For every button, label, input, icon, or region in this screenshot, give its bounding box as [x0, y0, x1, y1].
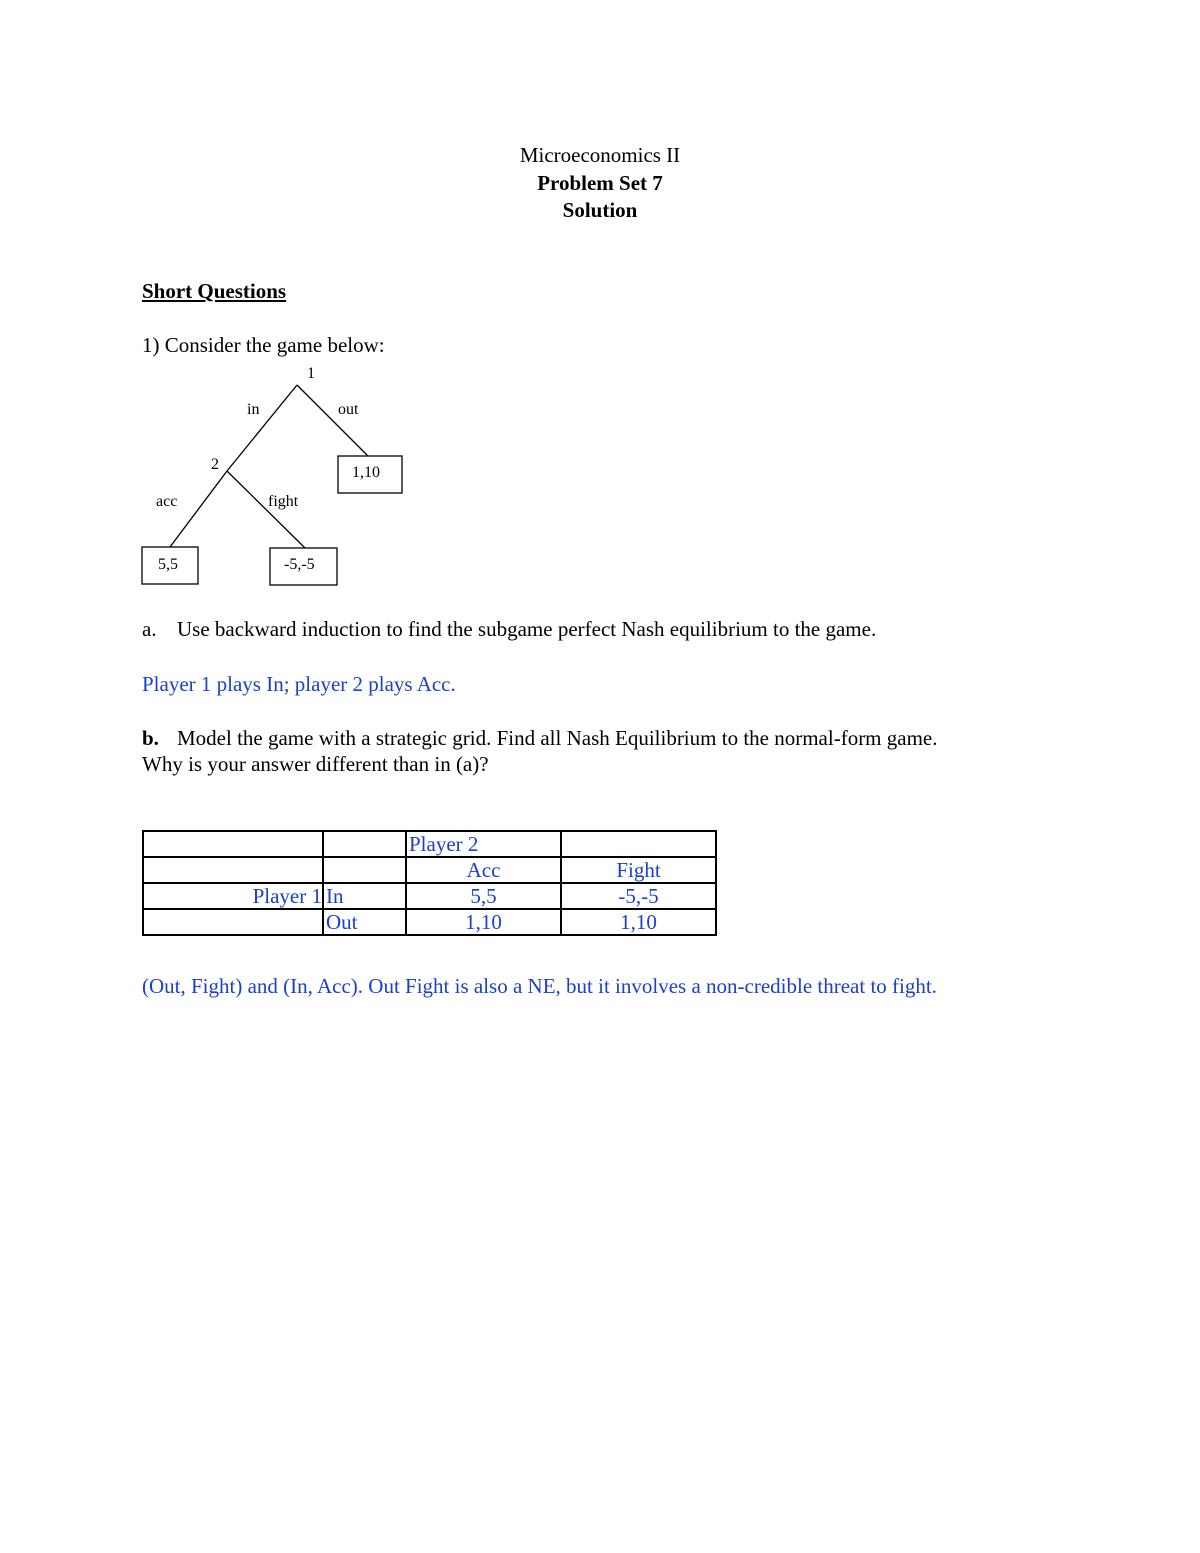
part-a-answer: Player 1 plays In; player 2 plays Acc. [142, 672, 456, 696]
player-2-label: Player 2 [406, 831, 561, 857]
grid-cell-empty [143, 831, 323, 857]
part-b-question: Model the game with a strategic grid. Find all Nash Equilibrium to the normal-form game. [177, 726, 938, 750]
grid-cell-empty [143, 909, 323, 935]
part-b-question-line2: Why is your answer different than in (a)? [142, 752, 489, 776]
grid-row-out [143, 909, 716, 935]
grid-row-player2 [143, 831, 716, 857]
part-b-answer: (Out, Fight) and (In, Acc). Out Fight is also a NE, but it involves a non-credible threat to fight. [142, 974, 937, 998]
cell-out-fight: 1,10 [561, 909, 716, 935]
part-a-question: Use backward induction to find the subgame perfect Nash equilibrium to the game. [177, 617, 877, 641]
row-label-in: In [323, 883, 406, 909]
branch-in [227, 385, 297, 471]
part-b-marker: b. [142, 726, 159, 750]
grid-cell-empty [323, 857, 406, 883]
node-1-label: 1 [307, 365, 315, 382]
question-1-prompt: 1) Consider the game below: [142, 333, 385, 357]
payoff-out: 1,10 [352, 464, 380, 481]
branch-acc-label: acc [156, 493, 178, 510]
player-1-label: Player 1 [143, 883, 323, 909]
grid-row-headers [143, 857, 716, 883]
grid-row-in [143, 883, 716, 909]
row-label-out: Out [323, 909, 406, 935]
branch-acc [170, 471, 227, 547]
grid-cell-empty [561, 831, 716, 857]
payoff-acc: 5,5 [158, 556, 178, 573]
branch-in-label: in [247, 401, 260, 418]
branch-out-label: out [338, 401, 359, 418]
branch-out [297, 385, 368, 456]
grid-cell-empty [323, 831, 406, 857]
cell-in-acc: 5,5 [406, 883, 561, 909]
col-header-fight: Fight [561, 857, 716, 883]
col-header-acc: Acc [406, 857, 561, 883]
grid-cell-empty [143, 857, 323, 883]
branch-fight-label: fight [268, 493, 299, 510]
cell-out-acc: 1,10 [406, 909, 561, 935]
cell-in-fight: -5,-5 [561, 883, 716, 909]
solution-subtitle: Solution [562, 198, 638, 222]
strategic-grid [142, 830, 717, 936]
course-title: Microeconomics II [519, 143, 681, 167]
section-heading: Short Questions [142, 279, 287, 303]
node-2-label: 2 [211, 456, 219, 473]
payoff-fight: -5,-5 [284, 556, 315, 573]
part-a-marker: a. [142, 617, 157, 641]
game-tree-diagram [0, 0, 1200, 620]
problem-set-title: Problem Set 7 [537, 171, 663, 195]
